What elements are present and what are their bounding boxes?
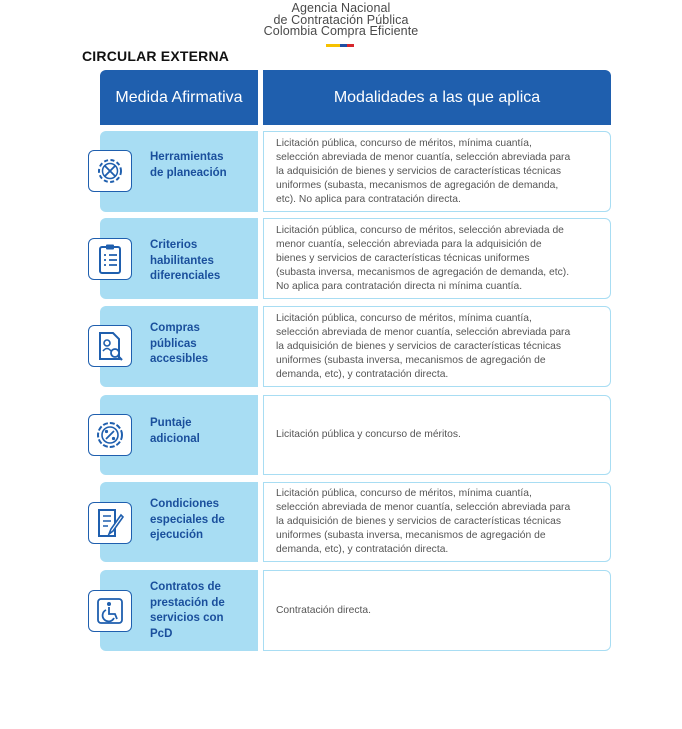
text-line: Licitación pública, concurso de méritos, mínima cuantía, xyxy=(276,137,532,149)
text-line: demanda, etc), y contratación directa. xyxy=(276,544,449,555)
label-line: PcD xyxy=(150,627,173,640)
row-left-cell xyxy=(100,131,258,212)
agency-line-1: Agencia Nacional xyxy=(291,1,391,15)
label-line: Contratos de xyxy=(150,581,221,593)
label-line: accesibles xyxy=(150,353,209,365)
clipboard-checklist-icon xyxy=(88,238,132,280)
label-line: especiales de xyxy=(150,513,225,526)
label-line: servicios con xyxy=(150,612,224,624)
text-line: la adquisición de bienes y servicios de características técnicas xyxy=(276,165,562,177)
row-right-cell xyxy=(263,306,611,387)
row-text xyxy=(264,137,580,207)
text-line: Licitación pública, concurso de méritos, mínima cuantía, xyxy=(276,312,532,324)
header-modalidades: Modalidades a las que aplica xyxy=(263,70,611,125)
agency-line-3: Colombia Compra Eficiente xyxy=(263,24,419,38)
label-line: públicas xyxy=(150,337,197,350)
text-line: selección abreviada de menor cuantía, selección abreviada para xyxy=(276,502,571,513)
label-line: Compras xyxy=(150,322,200,334)
label-line: de planeación xyxy=(150,166,227,179)
row-right-cell xyxy=(263,218,611,299)
label-line: Criterios xyxy=(150,239,198,251)
row-text xyxy=(264,487,580,557)
label-line: Herramientas xyxy=(150,151,224,163)
text-line: No aplica para contratación directa ni mínima cuantía. xyxy=(276,280,523,292)
label-line: prestación de xyxy=(150,596,225,609)
row-left-cell xyxy=(100,482,258,562)
text-line: la adquisición de bienes y servicios de características técnicas xyxy=(276,516,562,527)
document-title: CIRCULAR EXTERNA xyxy=(82,48,230,64)
text-line: etc). No aplica para contratación directa. xyxy=(276,193,461,205)
label-line: Condiciones xyxy=(150,498,220,510)
header-medida-afirmativa: Medida Afirmativa xyxy=(100,70,258,125)
row-right-cell xyxy=(263,395,611,475)
row-label xyxy=(150,497,250,544)
agency-line-2: de Contratación Pública xyxy=(273,12,409,27)
label-line: diferenciales xyxy=(150,270,221,282)
label-line: adicional xyxy=(150,432,200,445)
text-line: menor cuantía, selección abreviada para la adquisición de xyxy=(276,238,542,250)
row-text xyxy=(264,312,580,382)
label-line: Puntaje xyxy=(150,417,192,429)
label-line: ejecución xyxy=(150,529,204,541)
text-line: la adquisición de bienes y servicios de características técnicas xyxy=(276,340,562,352)
colombia-flag-stripe xyxy=(326,44,354,47)
row-left-cell xyxy=(100,218,258,299)
text-line: Licitación pública, concurso de méritos, selección abreviada de xyxy=(276,224,564,236)
flag-blue xyxy=(340,44,347,47)
text-line: uniformes (subasta inversa, mecanismos de agregación de xyxy=(276,354,546,366)
row-right-cell xyxy=(263,570,611,651)
row-left-cell xyxy=(100,306,258,387)
text-line: uniformes (subasta, mecanismos de agregación de demanda, xyxy=(276,179,559,191)
text-line: Licitación pública y concurso de méritos. xyxy=(276,429,461,440)
flag-yellow xyxy=(326,44,340,47)
row-right-cell xyxy=(263,131,611,212)
text-line: selección abreviada de menor cuantía, selección abreviada para xyxy=(276,326,571,338)
row-label xyxy=(150,580,250,642)
document-pen-icon xyxy=(88,502,132,544)
row-text xyxy=(264,428,471,442)
text-line: Licitación pública, concurso de méritos, mínima cuantía, xyxy=(276,488,532,499)
text-line: Contratación directa. xyxy=(276,604,372,616)
text-line: bienes y servicios de características técnicas uniformes xyxy=(276,252,530,264)
percent-badge-icon xyxy=(88,414,132,456)
gear-tools-icon xyxy=(88,150,132,192)
row-text xyxy=(264,604,381,618)
agency-header xyxy=(0,3,682,38)
text-line: uniformes (subasta inversa, mecanismos de agregación de xyxy=(276,530,546,541)
flag-red xyxy=(347,44,354,47)
row-label xyxy=(150,238,250,285)
wheelchair-icon xyxy=(88,590,132,632)
text-line: selección abreviada de menor cuantía, selección abreviada para xyxy=(276,151,571,163)
row-label xyxy=(150,150,250,181)
text-line: demanda, etc), y contratación directa. xyxy=(276,368,449,380)
row-text xyxy=(264,224,579,294)
row-label xyxy=(150,321,250,368)
text-line: (subasta inversa, mecanismos de agregación de demanda, etc). xyxy=(276,266,570,278)
row-label xyxy=(150,416,250,447)
row-left-cell xyxy=(100,570,258,651)
label-line: habilitantes xyxy=(150,254,214,267)
row-right-cell xyxy=(263,482,611,562)
document-search-icon xyxy=(88,325,132,367)
row-left-cell xyxy=(100,395,258,475)
